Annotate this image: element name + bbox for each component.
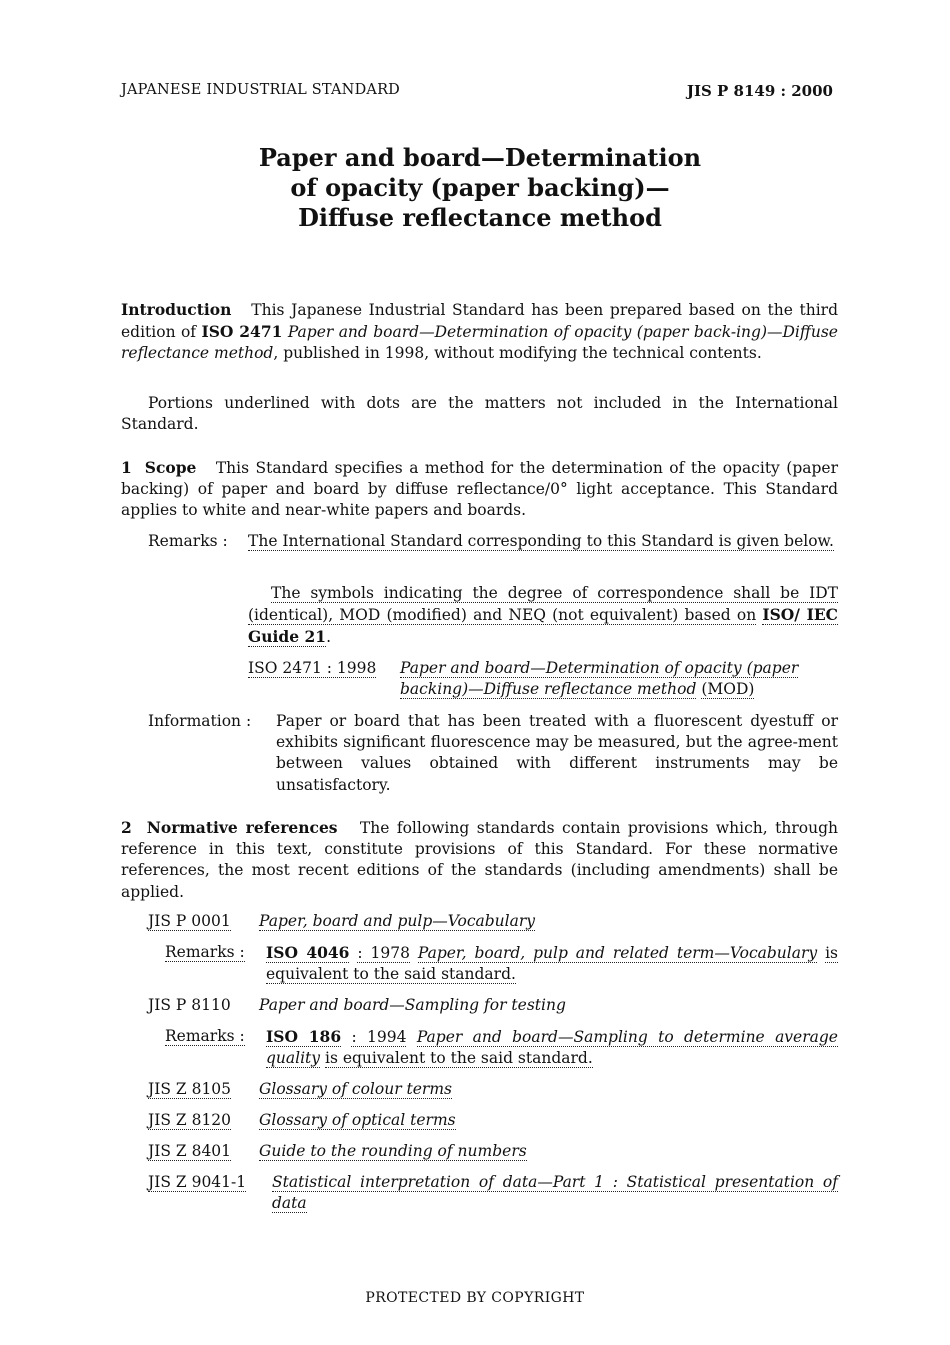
header-standard-label: JAPANESE INDUSTRIAL STANDARD	[121, 82, 401, 98]
document-title	[180, 143, 780, 233]
scope-paragraph	[121, 457, 838, 522]
normative-heading: Normative references	[146, 818, 338, 837]
reference-title	[259, 1110, 456, 1131]
scope-iso-title-1: Paper and board—Determination of opacity (paper	[400, 659, 799, 677]
remarks-label-text: Remarks :	[165, 1027, 245, 1045]
reference-title-text: Glossary of optical terms	[259, 1111, 456, 1129]
introduction-note: Portions underlined with dots are the matters not included in the International Standard.	[121, 394, 838, 434]
normative-number: 2	[121, 818, 132, 837]
remarks-iso-4046	[266, 942, 838, 985]
reference-title	[259, 911, 535, 932]
header-standard-number: JIS P 8149 : 2000	[686, 82, 833, 100]
scope-remarks-p1-text: The International Standard corresponding to this Standard is given below.	[248, 532, 834, 550]
scope-text: This Standard specifies a method for the determination of the opacity (paper backing) of paper and board by diffuse reflectance/0° light acceptance. This Standard applies to white and near-white papers and boards.	[121, 459, 838, 520]
reference-code	[148, 1110, 231, 1131]
reference-title	[272, 1172, 838, 1214]
remarks-iso-186	[266, 1026, 838, 1069]
reference-title-text: Paper, board and pulp—Vocabulary	[259, 912, 536, 930]
reference-title	[259, 995, 566, 1016]
scope-information-label: Information :	[148, 712, 252, 730]
scope-remarks-p2-text: The symbols indicating the degree of correspondence shall be IDT (identical), MOD (modified) and NEQ (not equivalent) based on	[248, 584, 838, 625]
remarks-label	[165, 942, 245, 963]
scope-number: 1	[121, 458, 132, 477]
remarks-iso-year: : 1994	[351, 1028, 407, 1046]
reference-code	[148, 995, 231, 1016]
reference-code-text: JIS Z 8120	[148, 1111, 232, 1129]
title-line-2: of opacity (paper backing)—	[290, 173, 670, 202]
remarks-iso-title: Paper and board—Sampling to determine average quality	[266, 1028, 838, 1068]
reference-code	[148, 1172, 246, 1193]
scope-iso-code-text: ISO 2471 : 1998	[248, 659, 377, 677]
remarks-label-text: Remarks :	[165, 943, 245, 961]
reference-code	[148, 1141, 231, 1162]
introduction-iso-ref: ISO 2471	[201, 322, 283, 342]
title-line-3: Diffuse reflectance method	[298, 203, 662, 232]
scope-remarks-p2	[248, 583, 838, 649]
reference-code-text: JIS Z 9041-1	[148, 1173, 247, 1191]
reference-code-text: JIS Z 8105	[148, 1080, 232, 1098]
introduction-heading: Introduction	[121, 300, 232, 319]
reference-title-text: Paper and board—Sampling for testing	[259, 996, 566, 1014]
scope-iso-title-2: backing)—Diffuse reflectance method	[400, 680, 697, 699]
normative-paragraph	[121, 817, 838, 903]
reference-title-text: Guide to the rounding of numbers	[259, 1142, 527, 1160]
reference-title	[259, 1079, 452, 1100]
title-line-1: Paper and board—Determination	[258, 143, 702, 172]
scope-remarks-p2-end: .	[326, 628, 331, 647]
introduction-text-2: , published in 1998, without modifying the technical contents.	[273, 344, 762, 363]
scope-information-text: Paper or board that has been treated with a fluorescent dyestuff or exhibits significant fluorescence may be measured, but the agree-ment between values obtained with different instruments may be unsatisfactory.	[276, 712, 838, 794]
normative-text: The following standards contain provisions which, through reference in this text, constitute provisions of this Standard. For these normative references, the most recent editions of the standards (including amendments) shall be applied.	[121, 819, 839, 901]
reference-code	[148, 911, 231, 932]
scope-remarks-label: Remarks :	[148, 532, 228, 550]
reference-code-text: JIS P 0001	[148, 912, 231, 930]
remarks-iso-title: Paper, board, pulp and related term—Vocabulary	[417, 944, 818, 962]
reference-code	[148, 1079, 231, 1100]
remarks-iso-code: ISO 4046	[266, 943, 350, 962]
reference-code-text: JIS Z 8401	[148, 1142, 232, 1160]
copyright-footer: PROTECTED BY COPYRIGHT	[365, 1290, 585, 1306]
reference-title-text: Glossary of colour terms	[259, 1080, 452, 1098]
remarks-label	[165, 1026, 245, 1047]
reference-title	[259, 1141, 527, 1162]
introduction-iso-title: Paper and board—Determination of opacity (paper back-ing)—Diffuse reflectance method	[121, 323, 838, 363]
scope-iso-code	[248, 658, 376, 679]
remarks-iso-code: ISO 186	[266, 1027, 342, 1046]
scope-iso-title	[400, 658, 838, 700]
reference-code-text: JIS P 8110	[148, 996, 231, 1014]
reference-title-text: Statistical interpretation of data—Part 1 : Statistical presentation of data	[272, 1173, 838, 1213]
introduction-paragraph	[121, 299, 838, 365]
remarks-iso-year: : 1978	[357, 944, 410, 962]
remarks-suffix: is equivalent to the said standard.	[324, 1049, 593, 1068]
scope-iso-mod: (MOD)	[701, 680, 755, 699]
scope-remarks-guide: ISO/ IEC Guide 21	[248, 605, 839, 647]
remarks-suffix: is equivalent to the said standard.	[266, 944, 838, 984]
introduction-text-1: This Japanese Industrial Standard has been prepared based on the third edition of	[121, 301, 839, 342]
scope-heading: Scope	[144, 458, 197, 477]
scope-remarks-p1	[248, 531, 838, 552]
